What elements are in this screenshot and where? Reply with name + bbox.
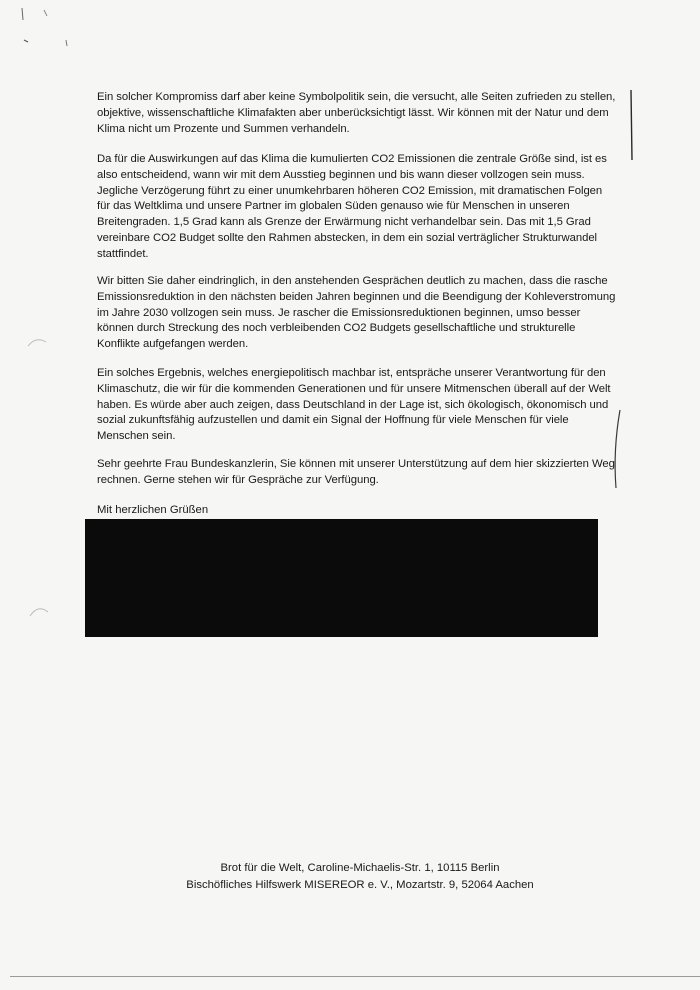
redacted-signature-block [85, 519, 598, 637]
scan-speck [24, 40, 28, 42]
margin-mark [631, 90, 632, 160]
punch-hole-mark [30, 609, 48, 616]
page-edge-line [10, 976, 700, 977]
footer-addresses [0, 860, 700, 894]
paragraph: Ein solcher Kompromiss darf aber keine Symbolpolitik sein, die versucht, alle Seiten zufrieden zu stellen, objektive, wissenschaftliche Klimafakten aber unberücksichtigt lässt. Wir können mit der Natur und dem Klima nicht um Prozente und Summen verhandeln. [97, 91, 616, 135]
footer-address-line: Bischöfliches Hilfswerk MISEREOR e. V., Mozartstr. 9, 52064 Aachen [186, 879, 534, 891]
scan-speck [66, 40, 67, 46]
paragraph: Ein solches Ergebnis, welches energiepolitisch machbar ist, entspräche unserer Verantwortung für den Klimaschutz, die wir für die kommenden Generationen und für unsere Mitmenschen überall auf der Welt haben. Es würde aber auch zeigen, dass Deutschland in der Lage ist, sich ökologisch, ökonomisch und sozial zukunftsfähig aufzustellen und damit ein Signal der Hoffnung für viele Menschen für viele Menschen sein. [97, 367, 611, 443]
paragraph: Sehr geehrte Frau Bundeskanzlerin, Sie können mit unserer Unterstützung auf dem hier skizzierten Weg rechnen. Gerne stehen wir für Gespräche zur Verfügung. [97, 458, 615, 486]
punch-hole-mark [28, 340, 46, 346]
closing-salutation: Mit herzlichen Grüßen [97, 504, 209, 516]
paragraph: Da für die Auswirkungen auf das Klima die kumulierten CO2 Emissionen die zentrale Größe sind, ist es also entscheidend, wann wir mit dem Ausstieg beginnen und bis wann dieser vollzogen sein muss. Jegliche Verzögerung führt zu einer unumkehrbaren höheren CO2 Emission, mit dramatischen Folgen für das Weltklima und unsere Partner im globalen Süden genauso wie für Menschen in unseren Breitengraden. 1,5 Grad kann als Grenze der Erwärmung nicht verhandelbar sein. Das mit 1,5 Grad vereinbare CO2 Budget sollte den Rahmen abstecken, in dem ein sozial verträglicher Strukturwandel stattfindet. [97, 153, 607, 260]
scan-speck [22, 8, 23, 20]
scan-speck [44, 10, 47, 16]
paragraph: Wir bitten Sie daher eindringlich, in den anstehenden Gesprächen deutlich zu machen, dass die rasche Emissionsreduktion in den nächsten beiden Jahren beginnen und die Beendigung der Kohleverstromung im Jahre 2030 vollzogen sein muss. Je rascher die Emissionsreduktionen beginnen, umso besser können durch Streckung des noch verbleibenden CO2 Budgets gesellschaftliche und strukturelle Konflikte aufgefangen werden. [97, 275, 616, 351]
footer-address-line: Brot für die Welt, Caroline-Michaelis-Str. 1, 10115 Berlin [220, 862, 500, 874]
